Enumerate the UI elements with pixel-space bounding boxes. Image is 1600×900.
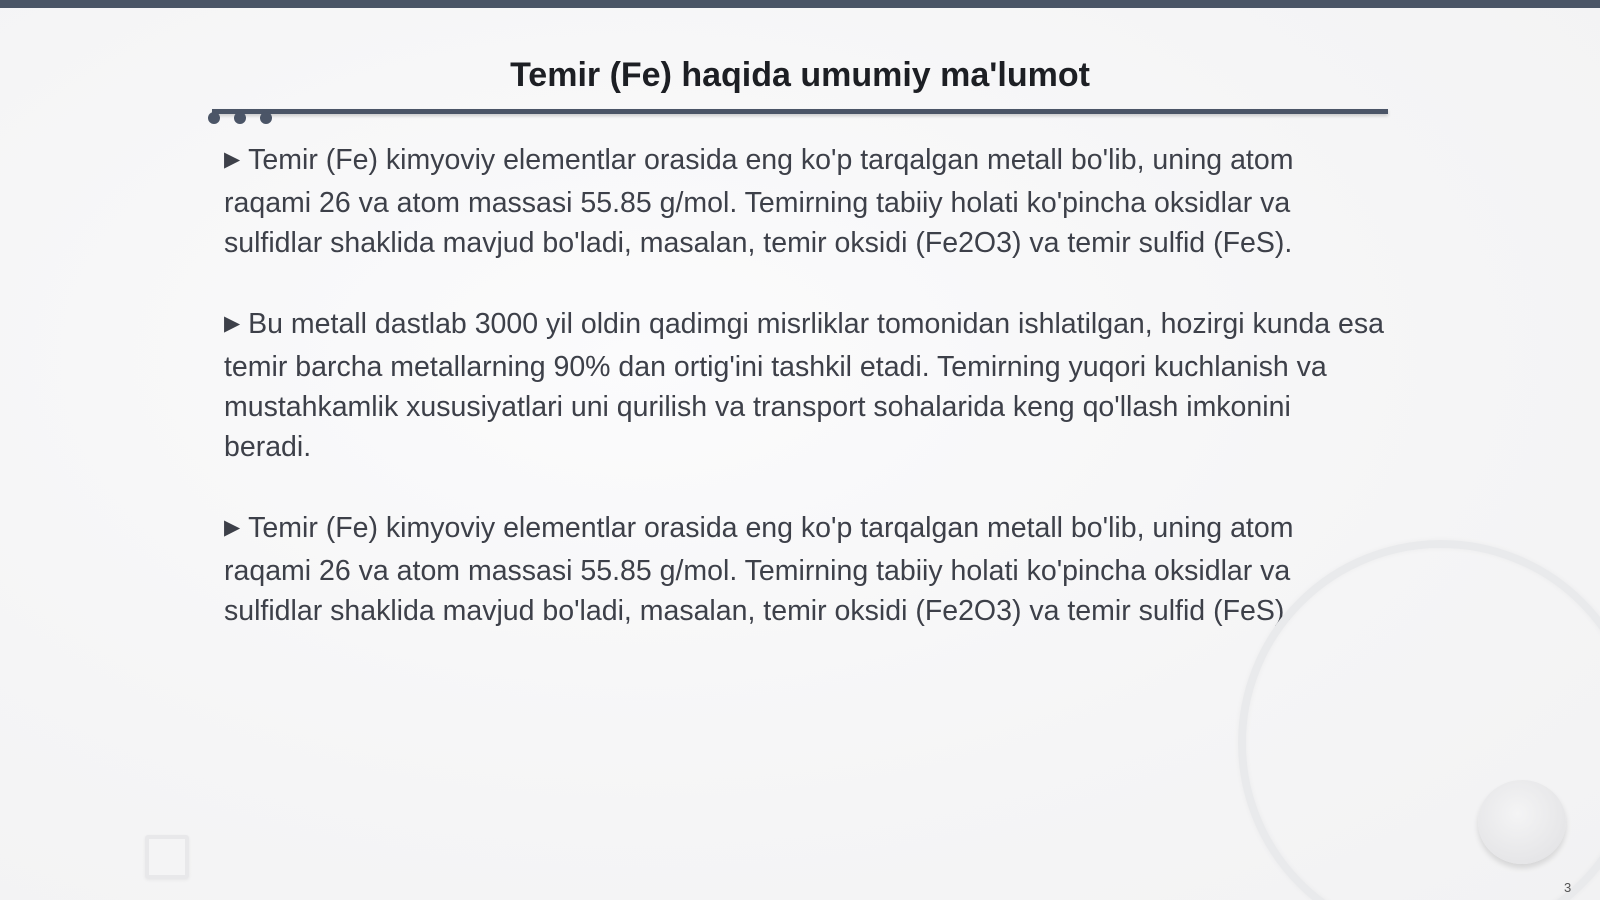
bullet-paragraph [224, 140, 1384, 263]
bullet-text: Temir (Fe) kimyoviy elementlar orasida eng ko'p tarqalgan metall bo'lib, uning atom raqami 26 va atom massasi 55.85 g/mol. Temirning tabiiy holati ko'pincha oksidlar va sulfidlar shaklida mavjud bo'ladi, masalan, temir oksidi (Fe2O3) va temir sulfid (FeS). [224, 512, 1294, 627]
divider-dot [208, 112, 220, 124]
decorative-circle [1478, 780, 1566, 864]
play-triangle-icon: ▶ [224, 148, 241, 171]
decorative-square [145, 835, 189, 879]
title-divider [212, 109, 1388, 114]
play-triangle-icon: ▶ [224, 312, 241, 335]
divider-dot [234, 112, 246, 124]
bullet-text: Temir (Fe) kimyoviy elementlar orasida eng ko'p tarqalgan metall bo'lib, uning atom raqami 26 va atom massasi 55.85 g/mol. Temirning tabiiy holati ko'pincha oksidlar va sulfidlar shaklida mavjud bo'ladi, masalan, temir oksidi (Fe2O3) va temir sulfid (FeS). [224, 144, 1294, 259]
bullet-paragraph [224, 304, 1384, 467]
bullet-list [224, 140, 1384, 672]
bullet-paragraph [224, 508, 1384, 631]
bullet-text: Bu metall dastlab 3000 yil oldin qadimgi misrliklar tomonidan ishlatilgan, hozirgi kunda esa temir barcha metallarning 90% dan ortig'ini tashkil etadi. Temirning yuqori kuchlanish va mustahkamlik xususiyatlari uni qurilish va transport sohalarida keng qo'llash imkonini beradi. [224, 308, 1385, 463]
top-accent-bar [0, 0, 1600, 8]
page-number: 3 [1564, 880, 1572, 895]
divider-dot [260, 112, 272, 124]
slide-title: Temir (Fe) haqida umumiy ma'lumot [510, 56, 1090, 94]
play-triangle-icon: ▶ [224, 516, 241, 539]
